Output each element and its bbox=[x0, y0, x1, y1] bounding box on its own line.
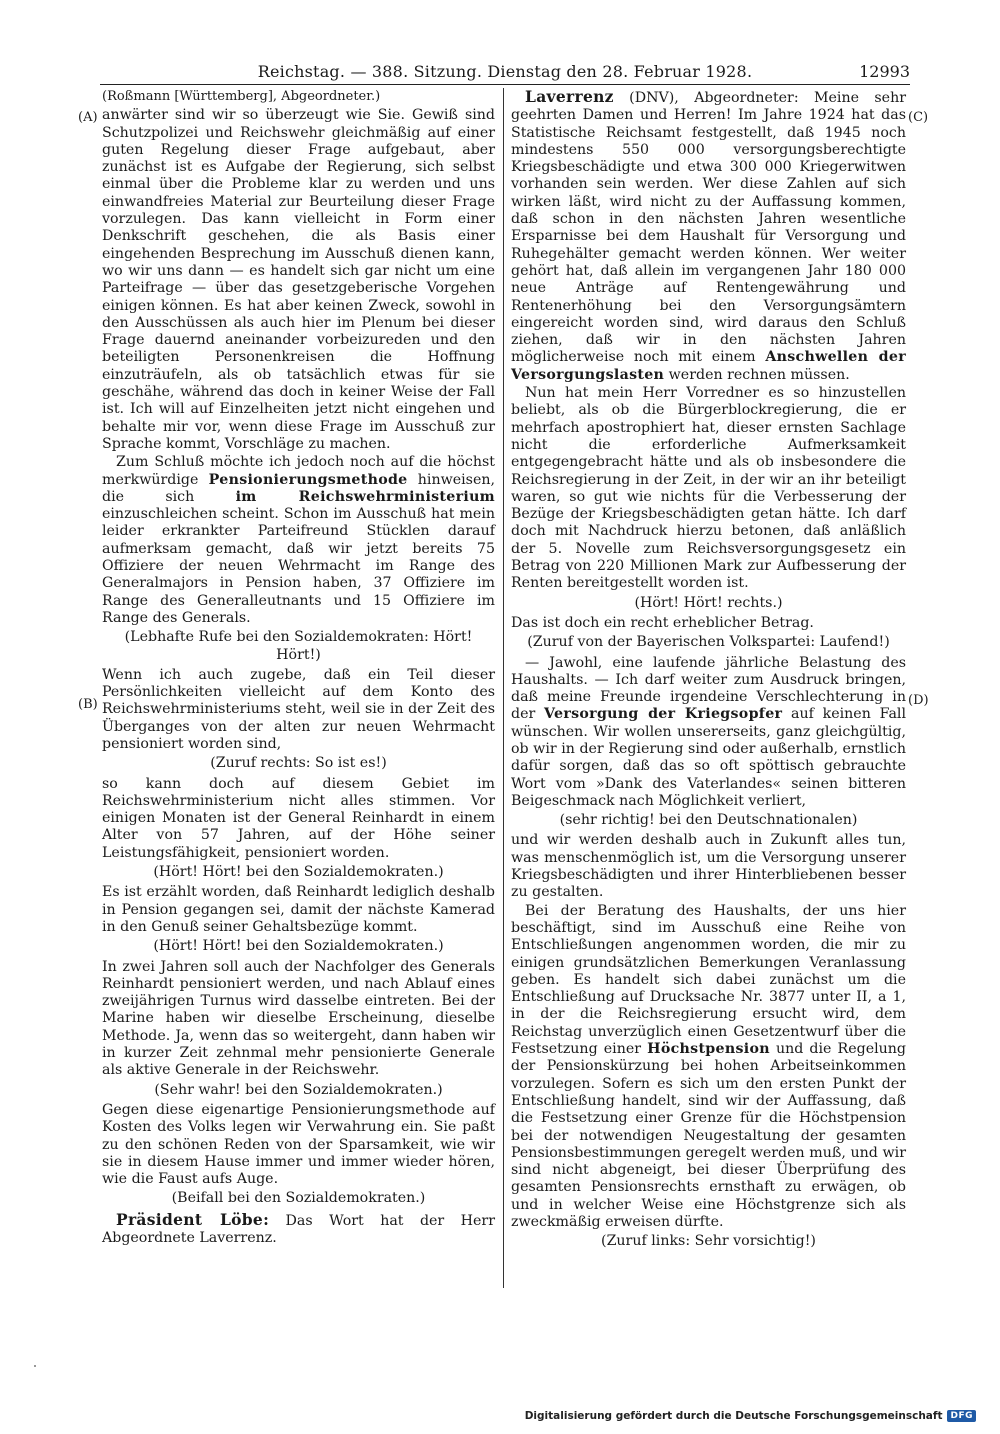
interjection: (Zuruf rechts: So ist es!) bbox=[210, 755, 387, 772]
interjection: (Beifall bei den Sozialdemokraten.) bbox=[171, 1190, 426, 1207]
left-column bbox=[102, 88, 495, 1248]
paragraph: so kann doch auf diesem Gebiet im Reichswehrministerium nicht alles stimmen. Vor einigen Monaten ist der General Reinhardt in einem Alter von 57 Jahren, auf der Höhe seiner Leistungsfähigkeit, pensioniert worden. bbox=[102, 775, 495, 861]
dfg-logo: DFG bbox=[947, 1410, 976, 1422]
margin-mark-d: (D) bbox=[908, 693, 929, 708]
paragraph: Zum Schluß möchte ich jedoch noch auf die höchst merkwürdige Pensionierungsmethode hinweisen, die sich im Reichswehrministerium einzuschleichen scheint. Schon im Ausschuß hat mein leider erkrankter Parteifreund Stücklen darauf aufmerksam gemacht, daß wir jetzt bereits 75 Offiziere der neuen Wehrmacht im Range des Generalmajors in Pension haben, 37 Offiziere im Range des Generalleutnants und 15 Offiziere im Range des Generals. bbox=[102, 454, 495, 626]
interjection: (Zuruf links: Sehr vorsichtig!) bbox=[601, 1233, 816, 1250]
margin-mark-c: (C) bbox=[908, 110, 929, 125]
emphasis: Anschwellen der Versorgungslasten bbox=[511, 349, 906, 383]
running-title: Reichstag. — 388. Sitzung. Dienstag den 28. Februar 1928. bbox=[257, 62, 753, 81]
emphasis: Höchstpension bbox=[647, 1041, 770, 1058]
right-column bbox=[511, 88, 906, 1254]
interjection: (sehr richtig! bei den Deutschnationalen) bbox=[559, 812, 858, 829]
column-divider bbox=[503, 88, 504, 1288]
paragraph: Laverrenz (DNV), Abgeordneter: Meine sehr geehrten Damen und Herren! Im Jahre 1924 hat das Statistische Reichsamt festgestellt, daß 1945 noch mindestens 550 000 versorgungsberechtigte Kriegsbeschädigte und etwa 300 000 Kriegerwitwen vorhanden sein werden. Wer diese Zahlen auf sich wirken läßt, wird nicht zu der Auffassung kommen, daß schon in den nächsten Jahren wesentliche Ersparnisse bei dem Haushalt für Versorgung und Ruhegehälter gemacht werden können. Wer weiter gehört hat, daß allein im vergangenen Jahr 180 000 neue Anträge auf Rentengewährung und Rentenerhöhung bei den Versorgungsämtern eingereicht worden sind, wird daraus den Schluß ziehen, daß wir in den nächsten Jahren möglicherweise noch mit einem Anschwellen der Versorgungslasten werden rechnen müssen. bbox=[511, 87, 906, 383]
scan-speck bbox=[34, 1365, 36, 1367]
interjection: (Zuruf von der Bayerischen Volkspartei: Laufend!) bbox=[527, 634, 890, 651]
margin-mark-a: (A) bbox=[78, 110, 98, 125]
paragraph: Präsident Löbe: Das Wort hat der Herr Abgeordnete Laverrenz. bbox=[102, 1209, 495, 1246]
interjection: (Sehr wahr! bei den Sozialdemokraten.) bbox=[154, 1081, 443, 1098]
speaker-heading: (Roßmann [Württemberg], Abgeordneter.) bbox=[102, 89, 381, 104]
paragraph: Das ist doch ein recht erheblicher Betrag. bbox=[511, 614, 814, 631]
interjection: (Lebhafte Rufe bei den Sozialdemokraten: Hört! Hört!) bbox=[124, 629, 473, 663]
paragraph: anwärter sind wir so überzeugt wie Sie. Gewiß sind Schutzpolizei und Reichswehr gleichmäßig auf einer guten Regelung dieser Frage aufgebaut, aber zunächst ist es Aufgabe der Regierung, sich selbst einmal über die Probleme klar zu werden und uns einwandfreies Material zur Beurteilung dieser Frage vorzulegen. Das kann vielleicht in Form einer Denkschrift geschehen, die als Basis einer eingehenden Besprechung im Ausschuß dienen kann, wo wir uns dann — es handelt sich gar nicht um eine Parteifrage — über das gesetzgeberische Vorgehen einigen können. Es hat aber keinen Zweck, sowohl in den Ausschüssen als auch hier im Plenum bei dieser Frage dauernd aneinander vorbeizureden und den beteiligten Personenkreisen die Hoffnung einzuträufeln, als ob tatsächlich etwas für sie geschähe, während das doch in keiner Weise der Fall ist. Ich will auf Einzelheiten jetzt nicht eingehen und behalte mir vor, wenn diese Frage im Ausschuß zur Sprache kommt, Vorschläge zu machen. bbox=[102, 107, 495, 452]
interjection: (Hört! Hört! bei den Sozialdemokraten.) bbox=[153, 938, 444, 955]
paragraph: Gegen diese eigenartige Pensionierungsmethode auf Kosten des Volks legen wir Verwahrung ein. Sie paßt zu den schönen Reden von der Sparsamkeit, wie wir sie in diesem Hause immer und immer wieder hören, wie die Faust aufs Auge. bbox=[102, 1101, 495, 1188]
paragraph: Bei der Beratung des Haushalts, der uns hier beschäftigt, sind im Ausschuß eine Reihe von Entschließungen angenommen worden, die mir zu einigen grundsätzlichen Bemerkungen Veranlassung geben. Es handelt sich dabei zunächst um die Entschließung auf Drucksache Nr. 3877 unter II, a 1, in der die Reichsregierung ersucht wird, dem Reichstag unverzüglich einen Gesetzentwurf über die Festsetzung einer Höchstpension und die Regelung der Pensionskürzung bei hohen Arbeitseinkommen vorzulegen. Sofern es sich um den ersten Punkt der Entschließung handelt, sind wir der Auffassung, daß die Festsetzung einer Grenze für die Höchstpension bei der notwendigen Neugestaltung der gesamten Pensionsbestimmungen geregelt werden muß, und wir sind nicht abgeneigt, bei dieser Überprüfung des gesamten Pensionsrechts ernsthaft zu erwägen, ob und in welcher Weise eine Höchstgrenze sich als zweckmäßig erweisen dürfte. bbox=[511, 902, 906, 1230]
paragraph: und wir werden deshalb auch in Zukunft alles tun, was menschenmöglich ist, um die Versorgung unserer Kriegsbeschädigten und ihrer Hinterbliebenen besser zu gestalten. bbox=[511, 832, 906, 901]
digitization-footer bbox=[525, 1410, 976, 1422]
paragraph: In zwei Jahren soll auch der Nachfolger des Generals Reinhardt pensioniert werden, und nach Ablauf eines zweijährigen Turnus wird dasselbe eintreten. Bei der Marine haben wir dieselbe Erscheinung, dieselbe Methode. Ja, wenn das so weitergeht, dann haben wir in kurzer Zeit zehnmal mehr pensionierte Generale als aktive Generale in der Reichswehr. bbox=[102, 958, 495, 1079]
margin-mark-b: (B) bbox=[78, 697, 98, 712]
emphasis: im Reichswehrministerium bbox=[235, 488, 495, 505]
interjection: (Hört! Hört! bei den Sozialdemokraten.) bbox=[153, 864, 444, 881]
paragraph: Es ist erzählt worden, daß Reinhardt lediglich deshalb in Pension gegangen sei, damit der nächste Kamerad in den Genuß seiner Gehaltsbezüge kommt. bbox=[102, 884, 495, 935]
emphasis: Versorgung der Kriegsopfer bbox=[544, 706, 783, 723]
speaker-name: Laverrenz bbox=[525, 87, 614, 106]
footer-credit: Digitalisierung gefördert durch die Deutsche Forschungsgemeinschaft bbox=[524, 1410, 943, 1422]
paragraph: Nun hat mein Herr Vorredner es so hinzustellen beliebt, als ob die Bürgerblockregierung, die er mehrfach apostrophiert hat, dieser ernsten Sachlage nicht die erforderliche Aufmerksamkeit entgegengebracht hätte und als ob insbesondere die Reichsregierung in der Zeit, in der wir an ihr beteiligt waren, so gut wie nichts für die Verbesserung der Bezüge der Kriegsbeschädigten getan hätte. Ich darf doch mit Nachdruck hierzu betonen, daß anläßlich der 5. Novelle zum Reichsversorgungsgesetz ein Betrag von 220 Millionen Mark zur Aufbesserung der Renten bereitgestellt worden ist. bbox=[511, 385, 906, 592]
paragraph: Wenn ich auch zugebe, daß ein Teil dieser Persönlichkeiten vielleicht auf dem Konto des Reichswehrministeriums steht, weil sie in der Zeit des Überganges von der alten zur neuen Wehrmacht pensioniert worden sind, bbox=[102, 666, 495, 752]
interjection: (Hört! Hört! rechts.) bbox=[634, 594, 783, 611]
page-number: 12993 bbox=[859, 62, 910, 81]
emphasis: Pensionierungsmethode bbox=[208, 471, 408, 488]
paragraph: — Jawohl, eine laufende jährliche Belastung des Haushalts. — Ich darf weiter zum Ausdruck bringen, daß meine Freunde irgendeine Verschlechterung in der Versorgung der Kriegsopfer auf keinen Fall wünschen. Wir wollen unsererseits, ganz gleichgültig, ob wir in der Regierung sind oder außerhalb, ernstlich dafür sorgen, daß das so oft spöttisch gebrauchte Wort vom »Dank des Vaterlandes« seinen bitteren Beigeschmack nach Möglichkeit verliert, bbox=[511, 654, 906, 809]
speaker-name: Präsident Löbe: bbox=[116, 1209, 270, 1229]
page-header bbox=[100, 62, 910, 85]
